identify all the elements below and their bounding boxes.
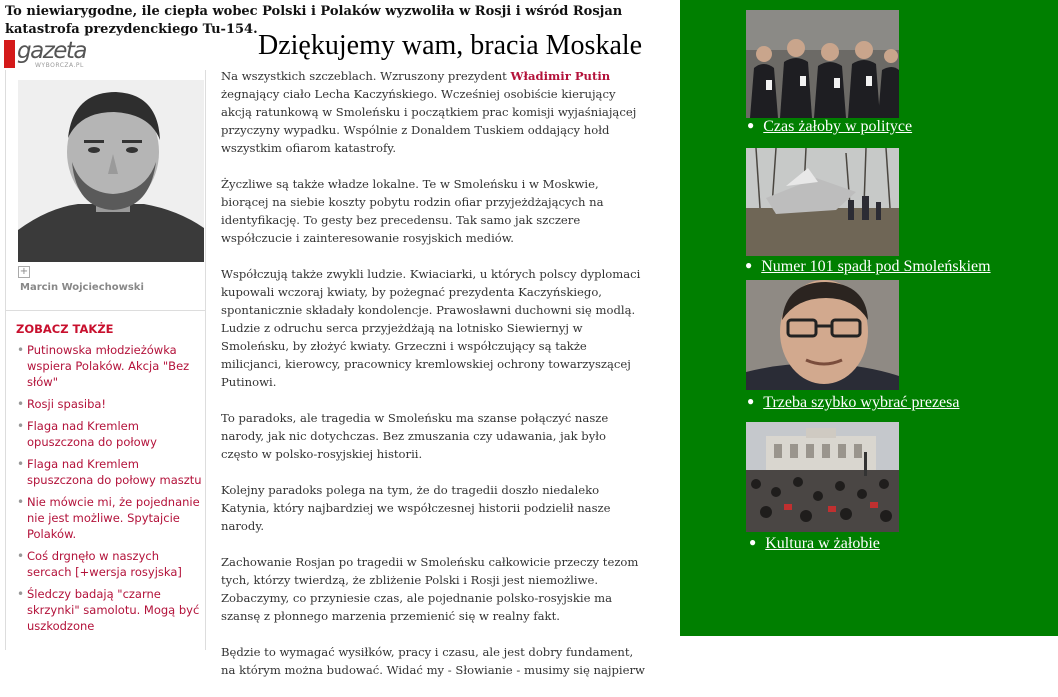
- related-thumb-wreckage[interactable]: [746, 148, 899, 256]
- logo-red-bar: [4, 40, 15, 68]
- article-paragraph: Zachowanie Rosjan po tragedii w Smoleńsku całkowicie przeczy tezom tych, którzy twierdzą, że zbliżenie Polski i Rosji jest niemożliwe. Zobaczymy, co przyniesie czas, ale pojednanie polsko-rosyjskie ma szansę z płonnego marzenia przemienić się w realny fakt.: [221, 555, 639, 623]
- see-also-heading: ZOBACZ TAKŻE: [16, 322, 114, 336]
- article-body: [221, 67, 646, 697]
- related-link-label: Numer 101 spadł pod Smoleńskiem: [761, 258, 991, 275]
- article-paragraph: [221, 67, 646, 157]
- related-link[interactable]: [747, 118, 912, 136]
- crowd-photo: [746, 422, 899, 532]
- sidebar-divider: [6, 310, 205, 311]
- related-thumb-portrait[interactable]: [746, 280, 899, 390]
- see-also-link[interactable]: • Rosji spasiba!: [16, 396, 202, 412]
- left-sidebar: [5, 70, 206, 650]
- article-paragraph: Kolejny paradoks polega na tym, że do tragedii doszło niedaleko Katynia, który najbardziej we współczesnej historii podzielił nasze narody.: [221, 483, 611, 533]
- see-also-link[interactable]: • Coś drgnęło w naszych sercach [+wersja rosyjska]: [16, 548, 202, 580]
- paragraph-text: żegnający ciało Lecha Kaczyńskiego. Wcześniej osobiście kierujący akcją ratunkową w Smoleńsku i początkiem prac komisji wyjaśniającej przyczyny wypadku. Wspólnie z Donaldem Tuskiem oddający hołd wszystkim ofiarom katastrofy.: [221, 87, 637, 155]
- related-link[interactable]: [745, 258, 991, 276]
- author-portrait-image: [18, 80, 204, 262]
- related-thumb-crowd[interactable]: [746, 422, 899, 532]
- portrait-photo: [746, 280, 899, 390]
- bullet-icon: ●: [749, 535, 757, 549]
- logo-word: gazeta: [17, 38, 87, 64]
- related-panel: [680, 0, 1058, 636]
- bullet-icon: ●: [747, 394, 755, 408]
- see-also-list: [16, 342, 202, 640]
- wreckage-photo: [746, 148, 899, 256]
- expand-photo-icon[interactable]: +: [19, 266, 29, 277]
- article-paragraph: Współczują także zwykli ludzie. Kwiaciarki, u których polscy dyplomaci kupowali wczoraj kwiaty, by pożegnać prezydenta Kaczyńskiego, spontanicznie składały kondolencje. Prawosławni duchowni się modlą. Ludzie z odruchu serca przyjeżdżają na lotnisko Siewiernyj w Smoleńsku, by złożyć kwiaty. Grzeczni i współczujący są także milicjanci, kierowcy, pracownicy kremlowskiej ochrony towarzyszącej Putinowi.: [221, 267, 641, 389]
- article-lead: To niewiarygodne, ile ciepła wobec Polski i Polaków wyzwoliła w Rosji i wśród Rosjan katastrofa prezydenckiego Tu-154.: [5, 4, 623, 37]
- author-name: Marcin Wojciechowski: [20, 282, 144, 293]
- paragraph-text: Na wszystkich szczeblach. Wzruszony prezydent: [221, 69, 511, 83]
- related-link[interactable]: [749, 535, 880, 553]
- see-also-link[interactable]: • Śledczy badają "czarne skrzynki" samolotu. Mogą być uszkodzone: [16, 586, 202, 634]
- putin-link[interactable]: Władimir Putin: [510, 69, 611, 83]
- bullet-icon: ●: [747, 118, 755, 132]
- article-paragraph: Życzliwe są także władze lokalne. Te w Smoleńsku i w Moskwie, biorącej na siebie koszty pobytu rodzin ofiar przyjeżdżających na identyfikację. To gesty bez precedensu. Tak samo jak szczere współczucie i zainteresowanie rosyjskich mediów.: [221, 177, 604, 245]
- related-link[interactable]: [747, 394, 959, 412]
- related-link-label: Kultura w żałobie: [765, 535, 880, 552]
- related-link-label: Czas żałoby w polityce: [763, 118, 913, 135]
- article-headline: Dziękujemy wam, bracia Moskale: [258, 30, 643, 61]
- see-also-link[interactable]: • Nie mówcie mi, że pojednanie nie jest możliwe. Spytajcie Polaków.: [16, 494, 202, 542]
- article-paragraph: Będzie to wymagać wysiłków, pracy i czasu, ale jest dobry fundament, na którym można budować. Widać my - Słowianie - musimy się najpierw: [221, 645, 645, 677]
- article-paragraph: To paradoks, ale tragedia w Smoleńsku ma szanse połączyć nasze narody, jak nic dotychczas. Bez zmuszania czy udawania, jak było często w polsko-rosyjskiej historii.: [221, 411, 609, 461]
- see-also-link[interactable]: • Putinowska młodzieżówka wspiera Polaków. Akcja "Bez słów": [16, 342, 202, 390]
- bullet-icon: ●: [745, 258, 753, 272]
- see-also-link[interactable]: • Flaga nad Kremlem opuszczona do połowy: [16, 418, 202, 450]
- gazeta-logo[interactable]: [4, 38, 87, 69]
- related-link-label: Trzeba szybko wybrać prezesa: [763, 394, 960, 411]
- related-thumb-politicians[interactable]: [746, 10, 899, 118]
- politicians-photo: [746, 10, 899, 118]
- see-also-link[interactable]: • Flaga nad Kremlem spuszczona do połowy masztu: [16, 456, 202, 488]
- logo-sub: WYBORCZA.PL: [35, 62, 84, 69]
- author-photo: [18, 80, 204, 262]
